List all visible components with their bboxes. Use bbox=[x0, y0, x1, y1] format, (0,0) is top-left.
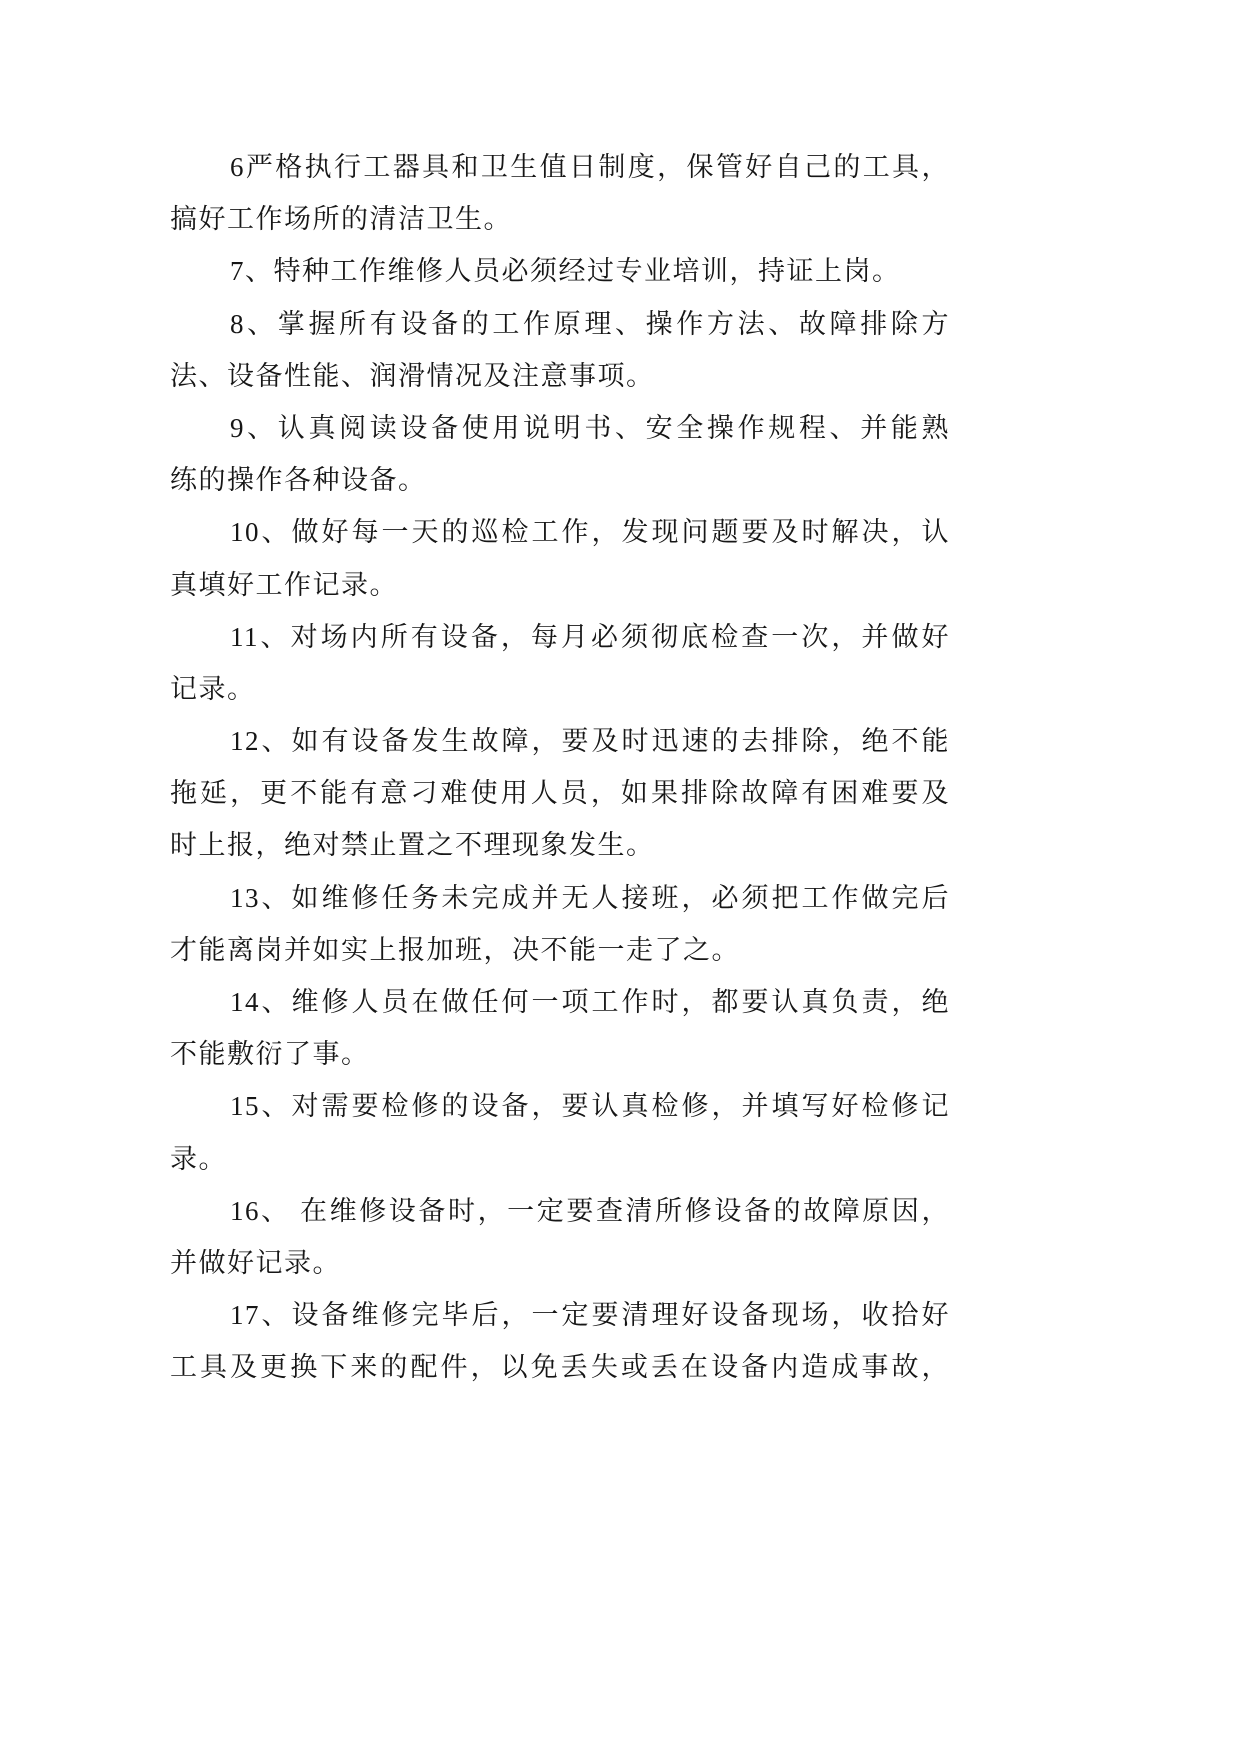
paragraph-item-7 bbox=[170, 245, 950, 297]
paragraph-item-16 bbox=[170, 1185, 950, 1289]
text-line: 11、对场内所有设备，每月必须彻底检查一次，并做好 bbox=[230, 621, 950, 652]
text-line: 10、做好每一天的巡检工作，发现问题要及时解决，认 bbox=[230, 517, 950, 548]
text-line: 6严格执行工器具和卫生值日制度，保管好自己的工具， bbox=[230, 152, 950, 182]
text-line: 工具及更换下来的配件，以免丢失或丢在设备内造成事故， bbox=[170, 1352, 950, 1383]
text-line: 搞好工作场所的清洁卫生。 bbox=[170, 204, 512, 235]
text-line: 14、维修人员在做任何一项工作时，都要认真负责，绝 bbox=[230, 987, 950, 1017]
text-line: 17、设备维修完毕后，一定要清理好设备现场，收拾好 bbox=[230, 1300, 950, 1331]
text-line: 记录。 bbox=[170, 673, 256, 704]
paragraph-item-13 bbox=[170, 872, 950, 976]
paragraph-item-8 bbox=[170, 298, 950, 402]
paragraph-item-11 bbox=[170, 611, 950, 715]
paragraph-item-14 bbox=[170, 976, 950, 1080]
paragraph-item-6 bbox=[170, 141, 950, 245]
text-line: 8、掌握所有设备的工作原理、操作方法、故障排除方 bbox=[230, 308, 950, 339]
text-line: 时上报，绝对禁止置之不理现象发生。 bbox=[170, 830, 655, 861]
text-line: 7、特种工作维修人员必须经过专业培训，持证上岗。 bbox=[230, 256, 901, 287]
text-line: 不能敷衍了事。 bbox=[170, 1039, 370, 1070]
text-line: 真填好工作记录。 bbox=[170, 569, 398, 600]
text-line: 12、如有设备发生故障，要及时迅速的去排除，绝不能 bbox=[230, 726, 950, 757]
text-line: 法、设备性能、润滑情况及注意事项。 bbox=[170, 360, 655, 391]
text-line: 录。 bbox=[170, 1143, 227, 1174]
paragraph-item-12 bbox=[170, 715, 950, 872]
text-line: 13、如维修任务未完成并无人接班，必须把工作做完后 bbox=[230, 882, 950, 913]
text-line: 16、 在维修设备时，一定要查清所修设备的故障原因， bbox=[230, 1195, 950, 1226]
text-line: 拖延，更不能有意刁难使用人员，如果排除故障有困难要及 bbox=[170, 778, 950, 809]
text-line: 15、对需要检修的设备，要认真检修，并填写好检修记 bbox=[230, 1091, 950, 1122]
text-line: 才能离岗并如实上报加班，决不能一走了之。 bbox=[170, 934, 740, 965]
paragraph-item-15 bbox=[170, 1080, 950, 1184]
paragraph-item-10 bbox=[170, 506, 950, 610]
paragraph-item-17 bbox=[170, 1289, 950, 1393]
text-line: 练的操作各种设备。 bbox=[170, 465, 427, 496]
paragraph-item-9 bbox=[170, 402, 950, 506]
text-line: 9、认真阅读设备使用说明书、安全操作规程、并能熟 bbox=[230, 412, 950, 443]
text-line: 并做好记录。 bbox=[170, 1247, 341, 1278]
document-body bbox=[170, 141, 950, 1394]
